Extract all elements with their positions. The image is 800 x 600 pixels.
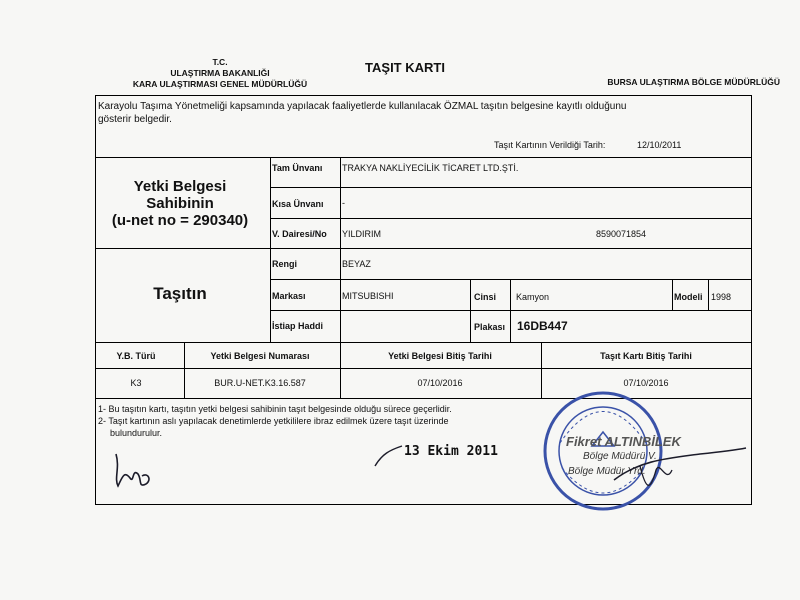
- card-end-value: 07/10/2016: [623, 378, 669, 388]
- signature-left: [108, 448, 158, 493]
- brand-value: MITSUBISHI: [342, 291, 394, 301]
- capacity-label: İstiap Haddi: [272, 321, 324, 331]
- signature-right: [610, 440, 750, 500]
- ministry-line-1: T.C.: [212, 57, 228, 67]
- short-name-label: Kısa Ünvanı: [272, 199, 324, 209]
- permit-type-value: K3: [130, 378, 142, 388]
- type-value: Kamyon: [516, 292, 550, 302]
- ministry-header: [100, 57, 340, 90]
- card-end-header: Taşıt Kartı Bitiş Tarihi: [600, 351, 692, 361]
- holder-section-title: [100, 178, 260, 229]
- color-label: Rengi: [272, 259, 298, 269]
- tax-office-value: YILDIRIM: [342, 229, 382, 239]
- holder-title-line-3: (u-net no = 290340): [111, 212, 249, 229]
- plate-value: 16DB447: [517, 319, 568, 333]
- date-stamp-mark: [372, 440, 406, 472]
- permit-type-header: Y.B. Türü: [116, 351, 156, 361]
- intro-line-2: gösterir belgedir.: [98, 114, 172, 125]
- permit-number-header: Yetki Belgesi Numarası: [210, 351, 310, 361]
- document-title: TAŞIT KARTI: [365, 60, 445, 75]
- permit-number-value: BUR.U-NET.K3.16.587: [214, 378, 306, 388]
- short-name-value: -: [342, 198, 345, 208]
- issue-date-label: Taşıt Kartının Verildiği Tarih:: [494, 140, 606, 150]
- permit-end-header: Yetki Belgesi Bitiş Tarihi: [388, 351, 492, 361]
- ministry-line-2: ULAŞTIRMA BAKANLIĞI: [170, 68, 270, 78]
- holder-title-line-1: Yetki Belgesi: [133, 178, 227, 195]
- permit-end-value: 07/10/2016: [417, 378, 463, 388]
- plate-label: Plakası: [474, 322, 506, 332]
- official-title-2: Bölge Müdür Yrd.: [568, 466, 646, 477]
- vehicle-section-title: Taşıtın: [153, 284, 207, 303]
- official-title-1: Bölge Müdürü V.: [583, 451, 657, 462]
- tax-office-label: V. Dairesi/No: [272, 229, 327, 239]
- type-label: Cinsi: [474, 292, 497, 302]
- date-stamp: 13 Ekim 2011: [404, 444, 498, 459]
- note-1: 1- Bu taşıtın kartı, taşıtın yetki belgesi sahibinin taşıt belgesinde olduğu sürece geçerlidir.: [98, 404, 452, 414]
- note-2-line-1: 2- Taşıt kartının aslı yapılacak denetimlerde yetkililere ibraz edilmek üzere taşıt üzerinde: [98, 416, 449, 426]
- full-name-value: TRAKYA NAKLİYECİLİK TİCARET LTD.ŞTİ.: [342, 163, 519, 173]
- ministry-line-3: KARA ULAŞTIRMASI GENEL MÜDÜRLÜĞÜ: [132, 79, 308, 89]
- color-value: BEYAZ: [342, 259, 371, 269]
- holder-title-line-2: Sahibinin: [146, 195, 214, 212]
- tax-number-value: 8590071854: [596, 229, 647, 239]
- official-name: Fikret ALTINBİLEK: [566, 434, 681, 449]
- issue-date: 12/10/2011: [637, 140, 682, 150]
- model-label: Modeli: [674, 292, 703, 302]
- full-name-label: Tam Ünvanı: [272, 163, 323, 173]
- model-value: 1998: [711, 292, 732, 302]
- intro-line-1: Karayolu Taşıma Yönetmeliği kapsamında yapılacak faaliyetlerde kullanılacak ÖZMAL taşıtın belgesine kayıtlı olduğunu: [98, 101, 627, 112]
- brand-label: Markası: [272, 291, 306, 301]
- note-2-line-2: bulundurulur.: [110, 428, 163, 438]
- regional-office: BURSA ULAŞTIRMA BÖLGE MÜDÜRLÜĞÜ: [607, 77, 780, 87]
